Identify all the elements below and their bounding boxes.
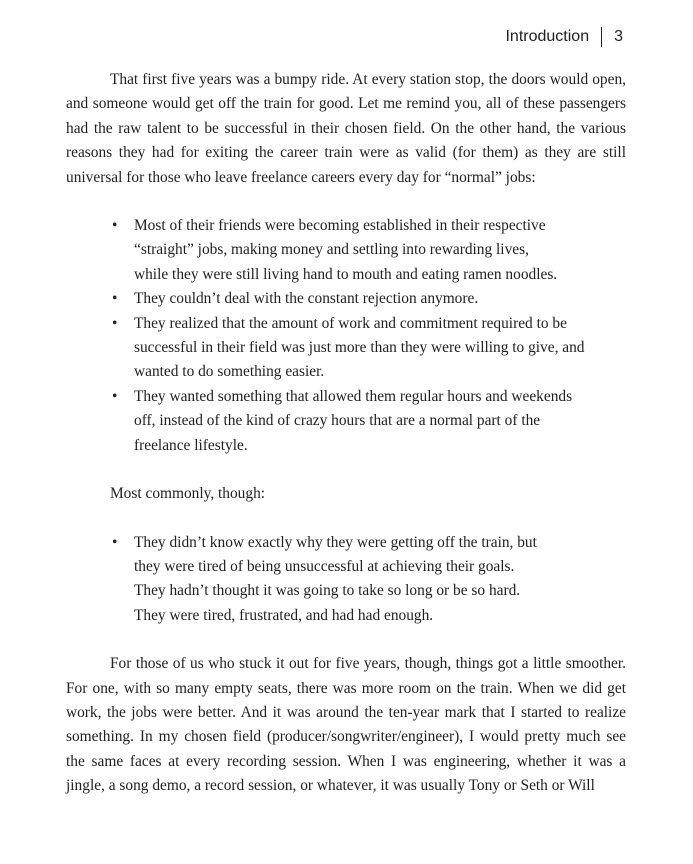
- running-head: [505, 27, 623, 47]
- list-item-text: They realized that the amount of work and commitment required to be successful in their field was just more than they were willing to give, and wanted to do something easier.: [134, 314, 585, 381]
- list-item: [112, 287, 609, 311]
- list-item-text: Most of their friends were becoming established in their respective “straight” jobs, making money and settling into rewarding lives, while they were still living hand to mouth and eating ramen noodles.: [134, 217, 558, 283]
- list-item-text: They didn’t know exactly why they were getting off the train, but they were tired of being unsuccessful at achieving their goals. They hadn’t thought it was going to take so long or be so hard. They were tired, frustrated, and had had enough.: [134, 533, 537, 624]
- paragraph-first-five-years: That first five years was a bumpy ride. At every station stop, the doors would open, and someone would get off the train for good. Let me remind you, all of these passengers had the raw talent to be successful in their chosen field. On the other hand, the various reasons they had for exiting the career train were as valid (for them) as they are still universal for those who leave freelance careers every day for “normal” jobs:: [66, 71, 626, 186]
- bullet-glyph: •: [112, 533, 118, 551]
- bullet-glyph: •: [112, 387, 118, 405]
- list-item-text: They wanted something that allowed them regular hours and weekends off, instead of the kind of crazy hours that are a normal part of the freelance lifestyle.: [134, 387, 573, 454]
- bullet-glyph: •: [112, 217, 118, 235]
- list-item: [112, 214, 564, 287]
- bullet-glyph: •: [112, 290, 118, 308]
- list-item: [112, 385, 590, 458]
- paragraph-most-commonly: Most commonly, though:: [110, 485, 266, 503]
- paragraph-stuck-it-out: For those of us who stuck it out for five years, though, things got a little smoother. For one, with so many empty seats, there was more room on the train. When we did get work, the jobs were better. And it was around the ten-year mark that I started to realize something. In my chosen field (producer/songwriter/engineer), I would pretty much see the same faces at every recording session. When I was engineering, whether it was a jingle, a song demo, a record session, or whatever, it was usually Tony or Seth or Will: [66, 655, 626, 795]
- reasons-list: [66, 214, 609, 458]
- common-reason-list: [66, 531, 609, 629]
- header-divider: [601, 27, 602, 47]
- chapter-title: Introduction: [505, 28, 590, 45]
- body-text: [66, 68, 626, 799]
- page-number: 3: [614, 28, 623, 45]
- list-item: [112, 312, 586, 385]
- list-item-text: They couldn’t deal with the constant rejection anymore.: [134, 290, 479, 308]
- bullet-glyph: •: [112, 314, 118, 332]
- list-item: [112, 531, 549, 629]
